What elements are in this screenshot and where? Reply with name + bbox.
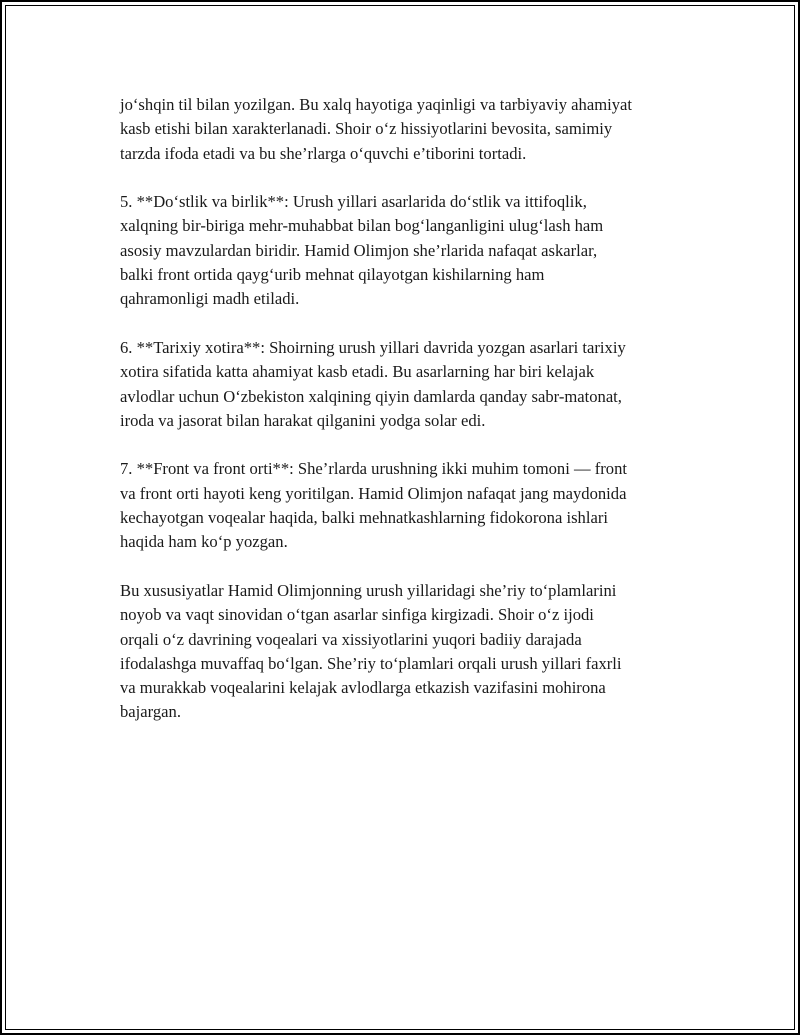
text-line: xotira sifatida katta ahamiyat kasb etadi. Bu asarlarning har biri kelajak: [120, 362, 595, 382]
text-line: balki front ortida qayg‘urib mehnat qilayotgan kishilarning ham: [120, 265, 545, 285]
paragraph-item-6: [120, 336, 700, 433]
text-line: va murakkab voqealarini kelajak avlodlarga etkazish vazifasini mohirona: [120, 678, 606, 698]
paragraph-intro-continuation: [120, 93, 700, 166]
text-line: iroda va jasorat bilan harakat qilganini yodga solar edi.: [120, 410, 486, 430]
paragraph-item-7: [120, 457, 700, 554]
text-line: 5. **Do‘stlik va birlik**: Urush yillari asarlarida do‘stlik va ittifoqlik,: [120, 192, 587, 212]
text-line: noyob va vaqt sinovidan o‘tgan asarlar sinfiga kirgizadi. Shoir o‘z ijodi: [120, 605, 594, 625]
text-line: avlodlar uchun O‘zbekiston xalqining qiyin damlarda qanday sabr-matonat,: [120, 386, 622, 406]
text-line: Bu xususiyatlar Hamid Olimjonning urush yillaridagi she’riy to‘plamlarini: [120, 580, 617, 600]
paragraph-conclusion: [120, 579, 700, 725]
text-line: jo‘shqin til bilan yozilgan. Bu xalq hayotiga yaqinligi va tarbiyaviy ahamiyat: [120, 95, 632, 114]
text-line: tarzda ifoda etadi va bu she’rlarga o‘quvchi e’tiborini tortadi.: [120, 143, 527, 163]
text-line: 7. **Front va front orti**: She’rlarda urushning ikki muhim tomoni — front: [120, 459, 627, 479]
text-line: orqali o‘z davrining voqealari va xissiyotlarini yuqori badiiy darajada: [120, 629, 582, 649]
document-body: [120, 93, 700, 749]
text-line: va front orti hayoti keng yoritilgan. Hamid Olimjon nafaqat jang maydonida: [120, 483, 627, 503]
text-line: kasb etishi bilan xarakterlanadi. Shoir o‘z hissiyotlarini bevosita, samimiy: [120, 119, 613, 139]
text-line: xalqning bir-biriga mehr-muhabbat bilan bog‘langanligini ulug‘lash ham: [120, 216, 604, 236]
text-line: haqida ham ko‘p yozgan.: [120, 532, 288, 552]
text-line: asosiy mavzulardan biridir. Hamid Olimjon she’rlarida nafaqat askarlar,: [120, 240, 598, 260]
text-line: qahramonligi madh etiladi.: [120, 289, 300, 309]
text-line: ifodalashga muvaffaq bo‘lgan. She’riy to‘plamlari orqali urush yillari faxrli: [120, 653, 622, 673]
text-line: bajargan.: [120, 702, 181, 722]
paragraph-item-5: [120, 190, 700, 311]
text-line: 6. **Tarixiy xotira**: Shoirning urush yillari davrida yozgan asarlari tarixiy: [120, 337, 626, 357]
text-line: kechayotgan voqealar haqida, balki mehnatkashlarning fidokorona ishlari: [120, 508, 608, 528]
